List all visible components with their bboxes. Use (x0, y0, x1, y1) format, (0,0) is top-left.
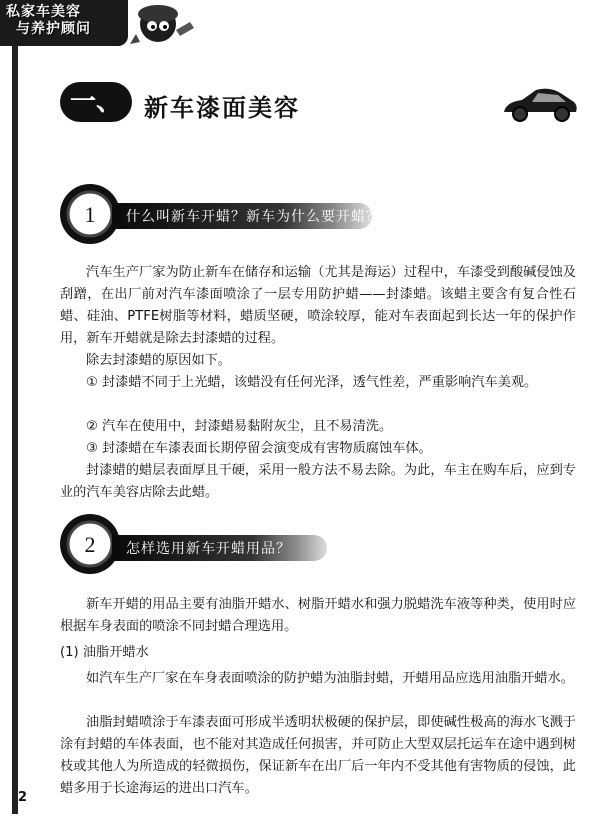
car-icon (500, 84, 580, 124)
section-1-paragraph: 除去封漆蜡的原因如下。 (86, 353, 232, 368)
chapter-title: 新车漆面美容 (144, 94, 300, 122)
section-1-paragraph: ① 封漆蜡不同于上光蜡，该蜡没有任何光泽，透气性差，严重影响汽车美观。 (86, 375, 538, 390)
section-2-title-bar (112, 535, 327, 561)
chapter-number: 一、 (60, 82, 132, 122)
section-1-title-bar (112, 203, 381, 229)
mascot-illustration (128, 0, 218, 50)
section-1-title: 什么叫新车开蜡？新车为什么要开蜡？ (126, 209, 381, 225)
section-2-paragraph: 油脂封蜡喷涂于车漆表面可形成半透明状极硬的保护层，即使碱性极高的海水飞溅于涂有封蜡的车体表面，也不能对其造成任何损害，并可防止大型双层托运车在途中遇到树枝或其他人为所造成的轻微损伤，保证新车在出厂后一年内不受其他有害物质的侵蚀，此蜡多用于长途海运的进出口汽车。 (60, 715, 576, 796)
section-1-paragraph: 汽车生产厂家为防止新车在储存和运输（尤其是海运）过程中，车漆受到酸碱侵蚀及刮蹭，在出厂前对汽车漆面喷涂了一层专用防护蜡——封漆蜡。该蜡主要含有复合性石蜡、硅油、PTFE树脂等材料，蜡质坚硬，喷涂较厚，能对车表面起到长达一年的保护作用，新车开蜡就是除去封漆蜡的过程。 (60, 265, 576, 346)
section-1-number: 1 (84, 202, 96, 227)
page-number: 2 (18, 790, 28, 805)
section-2-number: 2 (84, 532, 96, 557)
series-title-line1: 私家车美容 (6, 4, 81, 20)
section-2-intro: 新车开蜡的用品主要有油脂开蜡水、树脂开蜡水和强力脱蜡洗车液等种类，使用时应根据车身表面的喷涂不同封蜡合理选用。 (60, 597, 576, 634)
book-series-tab (0, 0, 128, 46)
section-2-paragraph: 如汽车生产厂家在车身表面喷涂的防护蜡为油脂封蜡，开蜡用品应选用油脂开蜡水。 (86, 671, 574, 686)
chapter-heading (60, 78, 380, 128)
section-1-paragraph: ③ 封漆蜡在车漆表面长期停留会演变成有害物质腐蚀车体。 (86, 441, 432, 456)
margin-rule (12, 44, 18, 814)
section-2-title: 怎样选用新车开蜡用品？ (126, 541, 291, 557)
section-1-paragraph: ② 汽车在使用中，封漆蜡易黏附灰尘，且不易清洗。 (86, 419, 393, 434)
section-1-paragraph: 封漆蜡的蜡层表面厚且干硬，采用一般方法不易去除。为此，车主在购车后，应到专业的汽车美容店除去此蜡。 (60, 463, 576, 500)
series-title-line2: 与养护顾问 (16, 21, 91, 37)
book-series-title (6, 4, 91, 38)
section-2-subheading: (1) 油脂开蜡水 (60, 645, 149, 660)
